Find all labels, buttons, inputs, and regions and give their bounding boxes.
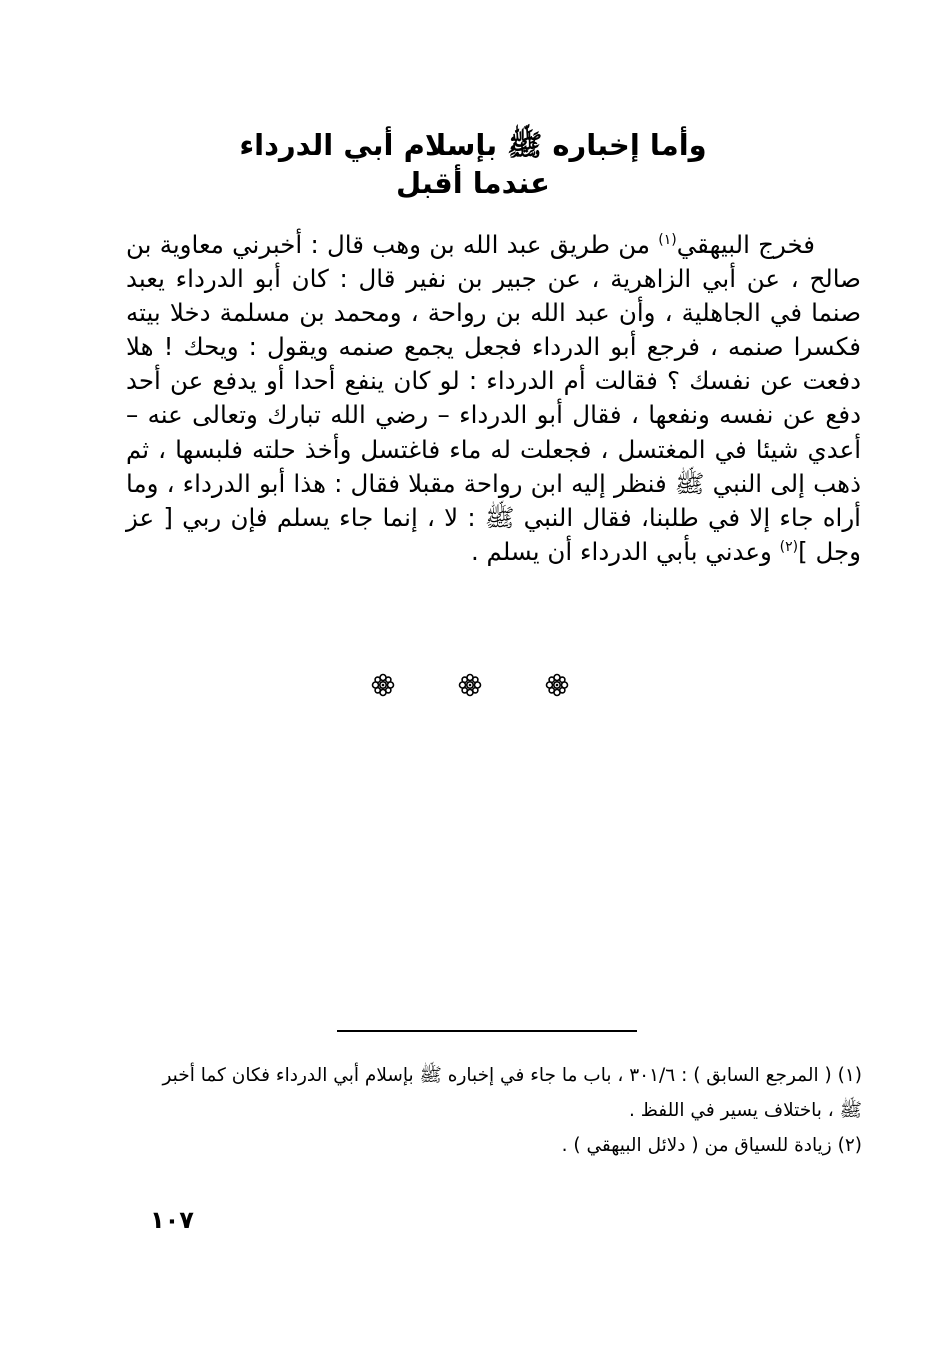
footnote-separator bbox=[337, 1030, 637, 1032]
footnote-ref-2: (٢) bbox=[779, 538, 799, 555]
footnote-ref-1: (١) bbox=[658, 231, 677, 248]
flower-ornament-icon bbox=[370, 672, 396, 698]
footnote-2: (٢) زيادة للسياق من ( دلائل البيهقي ) . bbox=[561, 1135, 862, 1156]
flower-ornament-icon bbox=[544, 672, 570, 698]
footnote-1-line-2: ﷺ ، باختلاف يسير في اللفظ . bbox=[628, 1100, 862, 1121]
text-part-2: من طريق عبد الله بن وهب قال : أخبرني معاوية بن صالح ، عن أبي الزاهرية ، عن جبير بن نفير قال : كان أبو الدرداء يعبد صنما في الجاهلية ، وأن عبد الله بن رواحة ، ومحمد بن مسلمة دخلا بيته فكسرا صنمه ، فرجع أبو الدرداء فجعل يجمع صنمه ويقول : ويحك ! هلا دفعت عن نفسك ؟ فقالت أم الدرداء : لو كان ينفع أحدا أو يدفع عن أحد دفع عن نفسه ونفعها ، فقال أبو الدرداء – رضي الله تبارك وتعالى عنه – أعدي شيئا في المغتسل ، فجعلت له ماء فاغتسل وأخذ حلته فلبسها ، ثم ذهب إلى النبي ﷺ فنظر إليه ابن رواحة مقبلا فقال : هذا أبو الدرداء ، وما أراه جاء إلا في طلبنا، فقال النبي ﷺ : لا ، إنما جاء يسلم فإن ربي [ عز وجل ] bbox=[126, 230, 861, 566]
chapter-title: وأما إخباره ﷺ بإسلام أبي الدرداء bbox=[239, 128, 707, 162]
flower-ornament-icon bbox=[457, 672, 483, 698]
section-ornaments bbox=[370, 672, 570, 702]
main-text bbox=[126, 228, 861, 569]
text-part-1: فخرج البيهقي bbox=[676, 230, 816, 259]
footnotes bbox=[118, 1058, 862, 1163]
page-number: ١٠٧ bbox=[150, 1206, 194, 1234]
main-paragraph bbox=[126, 228, 861, 569]
chapter-subtitle: عندما أقبل bbox=[396, 166, 550, 200]
footnote-1-line-1: (١) ( المرجع السابق ) : ٣٠١/٦ ، باب ما جاء في إخباره ﷺ بإسلام أبي الدرداء فكان كما أخبر bbox=[162, 1065, 862, 1086]
text-part-3: وعدني بأبي الدرداء أن يسلم . bbox=[470, 536, 780, 566]
